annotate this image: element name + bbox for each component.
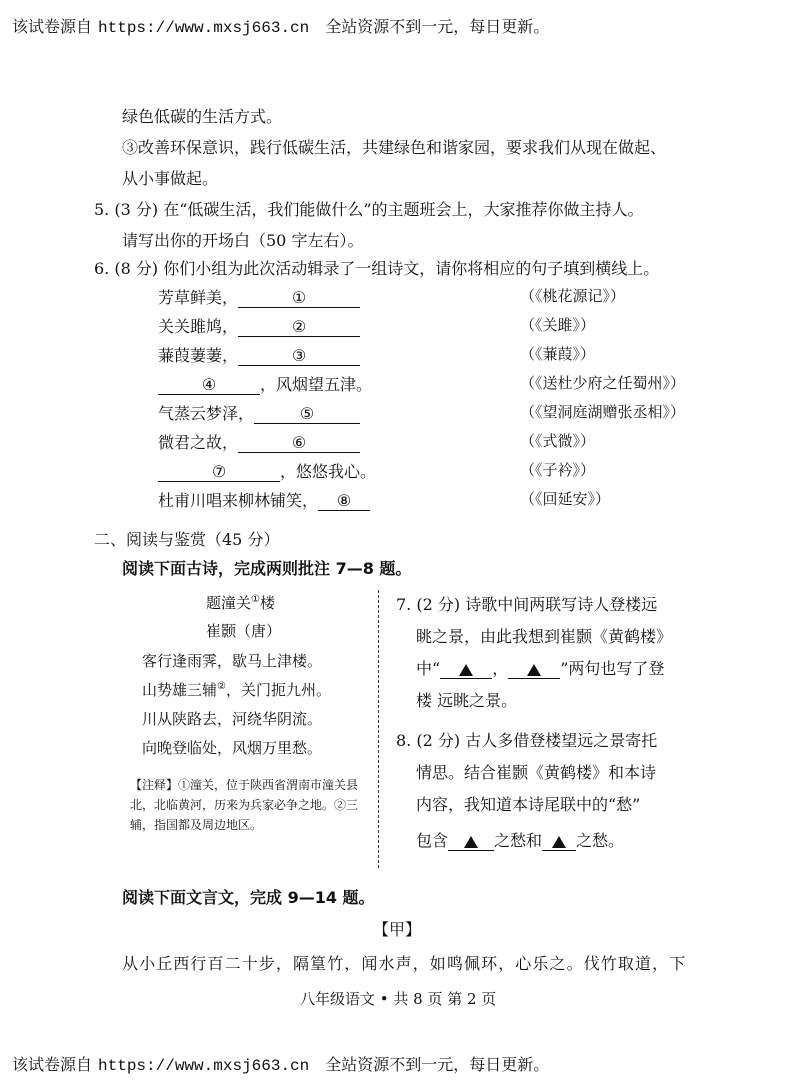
q6-row-1-text: 芳草鲜美， (158, 288, 239, 307)
q7-quote-open: 中“ (416, 659, 441, 678)
q6-row-2-text: 关关雎鸠， (158, 317, 239, 336)
q6-blank-6[interactable]: ⑥ (238, 434, 360, 453)
question-5-line-1: 5. (3 分) 在“低碳生活，我们能做什么”的主题班会上，大家推荐你做主持人。 (94, 200, 644, 219)
q6-row-3-source: （《蒹葭》） (520, 345, 596, 363)
poem-line-4: 向晚登临处，风烟万里愁。 (142, 739, 323, 757)
passage-text: 从小丘西行百二十步，隔篁竹，闻水声，如鸣佩环，心乐之。伐竹取道，下 (122, 954, 687, 973)
intro-line-1: 绿色低碳的生活方式。 (122, 107, 283, 126)
poem-annotation: 【注释】①潼关，位于陕西省渭南市潼关县北，北临黄河，历来为兵家必争之地。②三辅，指国都及周边地区。 (130, 778, 359, 832)
section-2-instruction: 阅读下面古诗，完成两则批注 7—8 题。 (122, 559, 412, 578)
bottom-banner (12, 1052, 549, 1075)
poem-title (206, 592, 275, 613)
q6-blank-2[interactable]: ② (238, 318, 360, 337)
question-7-line-4: 楼 远眺之景。 (416, 691, 518, 710)
question-8-line-4 (416, 828, 624, 851)
poem-author: 崔颢（唐） (206, 622, 282, 640)
q6-row-2 (158, 314, 360, 337)
poem-line-2-note-mark: ② (217, 681, 226, 692)
q6-row-7-source: （《子衿》） (520, 461, 596, 479)
triangle-icon (552, 836, 566, 848)
q6-row-6-text: 微君之故， (158, 433, 239, 452)
q6-row-5 (158, 401, 360, 424)
q7-quote-close: ”两句也写了登 (560, 659, 665, 678)
q6-row-8-text: 杜甫川唱来柳林铺笑， (158, 491, 319, 510)
q6-row-7-text: ，悠悠我心。 (280, 462, 377, 481)
question-5-line-2: 请写出你的开场白（50 字左右）。 (122, 231, 364, 250)
q6-blank-4[interactable]: ④ (158, 376, 260, 395)
banner-url[interactable]: https://www.mxsj663.cn (98, 19, 310, 37)
poem-title-end: 楼 (259, 594, 275, 612)
poem-line-3: 川从陕路去，河绕华阴流。 (142, 710, 323, 728)
poem-line-2 (142, 679, 331, 700)
poem-title-note-mark: ① (251, 594, 260, 605)
question-7-line-2: 眺之景，由此我想到崔颢《黄鹤楼》 (416, 627, 673, 646)
poem-line-2-text: 山势雄三辅 (142, 681, 218, 699)
banner-slogan: 全站资源不到一元，每日更新。 (325, 17, 550, 36)
intro-line-2: ③改善环保意识，践行低碳生活，共建绿色和谐家园，要求我们从现在做起、 (122, 138, 667, 157)
bottom-banner-url[interactable]: https://www.mxsj663.cn (98, 1057, 310, 1075)
q8-answer-blank-2[interactable] (542, 831, 576, 851)
question-7-line-3 (416, 656, 664, 679)
poem-line-2-end: ，关门扼九州。 (225, 681, 331, 699)
triangle-icon (459, 664, 473, 676)
q6-row-6-source: （《式微》） (520, 432, 596, 450)
banner-prefix: 该试卷源自 (12, 17, 93, 36)
q8-text-a: 包含 (416, 831, 449, 850)
q8-answer-blank-1[interactable] (448, 831, 494, 851)
reading-2-instruction: 阅读下面文言文，完成 9—14 题。 (122, 888, 375, 907)
intro-line-3: 从小事做起。 (122, 169, 219, 188)
column-divider (378, 590, 379, 868)
q7-comma: ， (492, 659, 509, 678)
q7-answer-blank-2[interactable] (508, 659, 560, 679)
question-6-stem: 6. (8 分) 你们小组为此次活动辑录了一组诗文，请你将相应的句子填到横线上。 (94, 259, 660, 278)
triangle-icon (527, 664, 541, 676)
poem-line-1: 客行逢雨霁，歇马上津楼。 (142, 652, 323, 670)
q6-row-5-source: （《望洞庭湖赠张丞相》） (520, 403, 686, 421)
q6-blank-5[interactable]: ⑤ (254, 405, 360, 424)
bottom-banner-prefix: 该试卷源自 (12, 1055, 93, 1074)
question-8-line-1: 8. (2 分) 古人多借登楼望远之景寄托 (396, 731, 658, 750)
section-2-title: 二、阅读与鉴赏（45 分） (94, 530, 280, 549)
q6-row-3-text: 蒹葭萋萋， (158, 346, 239, 365)
q6-row-1-source: （《桃花源记》） (520, 287, 626, 305)
bottom-banner-slogan: 全站资源不到一元，每日更新。 (325, 1055, 550, 1074)
q6-row-3 (158, 343, 360, 366)
q6-row-1 (158, 285, 360, 308)
q6-row-8-source: （《回延安》） (520, 490, 611, 508)
q8-text-c: 之愁。 (576, 831, 625, 850)
q6-row-2-source: （《关雎》） (520, 316, 596, 334)
q6-blank-8[interactable]: ⑧ (318, 492, 370, 511)
q6-blank-1[interactable]: ① (238, 289, 360, 308)
q8-text-b: 之愁和 (494, 831, 543, 850)
q6-row-7 (158, 459, 376, 482)
question-8-line-3: 内容，我知道本诗尾联中的“愁” (416, 795, 641, 814)
top-banner (12, 14, 549, 37)
page-footer: 八年级语文 • 共 8 页 第 2 页 (300, 990, 497, 1008)
question-7-line-1: 7. (2 分) 诗歌中间两联写诗人登楼远 (396, 595, 658, 614)
q6-row-6 (158, 430, 360, 453)
q6-blank-7[interactable]: ⑦ (158, 463, 280, 482)
question-8-line-2: 情思。结合崔颢《黄鹤楼》和本诗 (416, 763, 657, 782)
poem-title-text: 题潼关 (206, 594, 252, 612)
q6-row-4-source: （《送杜少府之任蜀州》） (520, 374, 686, 392)
q6-row-5-text: 气蒸云梦泽， (158, 404, 255, 423)
q6-row-4 (158, 372, 372, 395)
q6-row-8 (158, 488, 370, 511)
triangle-icon (464, 836, 478, 848)
q6-blank-3[interactable]: ③ (238, 347, 360, 366)
q6-row-4-text: ，风烟望五津。 (260, 375, 373, 394)
q7-answer-blank-1[interactable] (440, 659, 492, 679)
passage-label: 【甲】 (373, 920, 422, 939)
